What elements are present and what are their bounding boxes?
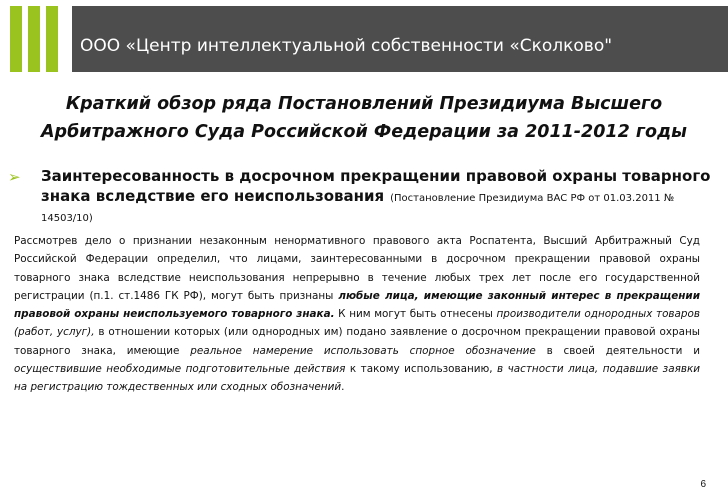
slide-title-line-2: Арбитражного Суда Российской Федерации за 2011-2012 годы [41,122,687,142]
page-number: 6 [700,479,706,490]
organization-title: ООО «Центр интеллектуальной собственности «Сколково" [80,36,613,56]
body-text-segment: к такому использованию, [345,363,498,376]
body-emphasis-italic: реальное намерение использовать спорное обозначение [190,344,536,357]
arrow-bullet-icon: ➢ [8,168,21,186]
body-text-segment: . [341,381,345,394]
body-emphasis-italic: осуществившие необходимые подготовительные действия [14,363,346,376]
body-text-segment: в своей деятельности и [535,344,700,357]
body-text-segment: К ним могут быть отнесены [334,308,497,321]
header-accent-bars [10,6,58,72]
body-emphasis-italic: производители однородных товаров (работ, услуг), [14,308,700,339]
body-emphasis-bold-italic: любые лица, имеющие законный интерес в прекращении правовой охраны неиспользуемого товарного знака. [14,289,700,321]
accent-bar [28,6,40,72]
slide-title [0,90,728,146]
bullet-heading-text: Заинтересованность в досрочном прекращении правовой охраны товарного знака вследствие его неиспользования [41,167,711,205]
body-paragraph [14,232,700,397]
body-text-segment: в отношении которых (или однородных им) подано заявление о досрочном прекращении правовой охраны товарного знака, имеющие [14,326,700,357]
body-emphasis-italic: в частности лица, подавшие заявки на регистрацию тождественных или сходных обозначений [14,363,700,394]
bullet-item [8,166,718,226]
bullet-reference: (Постановление Президиума ВАС РФ от 01.03.2011 № 14503/10) [41,193,675,224]
bullet-heading [41,166,718,226]
accent-bar [46,6,58,72]
slide-title-line-1: Краткий обзор ряда Постановлений Президиума Высшего [65,94,663,114]
accent-bar [10,6,22,72]
body-text-segment: Рассмотрев дело о признании незаконным ненормативного правового акта Роспатента, Высший Арбитражный Суд Российской Федерации определил, что лицами, заинтересованными в досрочном прекращении правовой охраны товарного знака вследствие неиспользования непрерывно в течение любых трех лет после его государственной регистрации (п.1. ст.1486 ГК РФ), могут быть признаны [14,235,700,302]
